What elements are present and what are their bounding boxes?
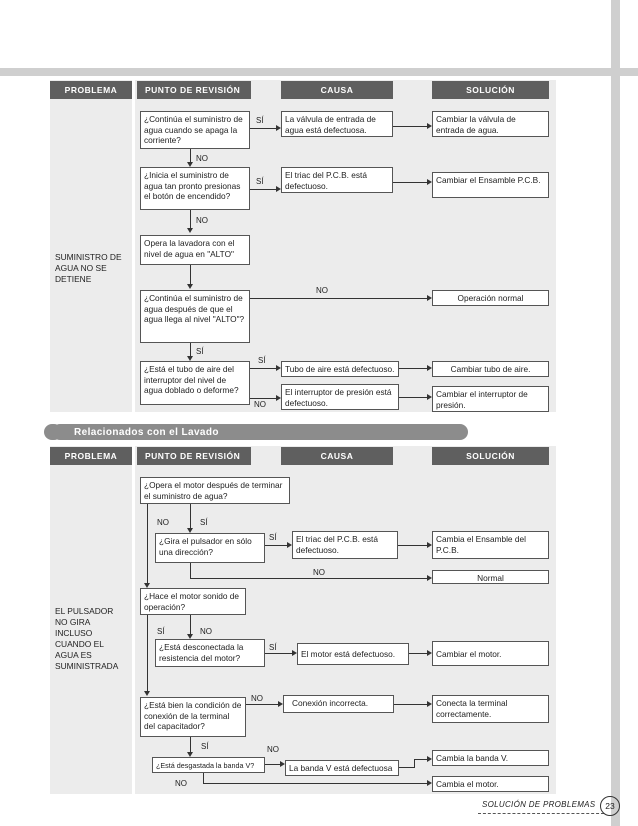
t2-s6-box: Cambia la banda V. bbox=[432, 750, 549, 766]
t1-q4-box: ¿Continúa el suministro de agua después de que el agua llega al nivel "ALTO"? bbox=[140, 290, 250, 343]
t1-yes4-label: SÍ bbox=[196, 347, 204, 356]
t2-q3-no: NO bbox=[200, 627, 212, 636]
top-rule bbox=[0, 68, 638, 76]
t1-c5a-box: Tubo de aire está defectuoso. bbox=[281, 361, 399, 377]
t2-q4-yes: SÍ bbox=[269, 643, 277, 652]
t2-q3-yes-line bbox=[190, 615, 191, 635]
side-rule bbox=[611, 0, 620, 826]
table2-problem-text: EL PULSADOR NO GIRA INCLUSO CUANDO EL AGUA ES SUMINISTRADA bbox=[55, 606, 119, 671]
t1-s5a-box: Cambiar tubo de aire. bbox=[432, 361, 549, 377]
t2-q1-yes-line bbox=[190, 504, 191, 529]
table1-problem-text: SUMINISTRO DE AGUA NO SE DETIENE bbox=[55, 252, 122, 284]
page-number: 23 bbox=[600, 796, 620, 816]
table1-header-causa: CAUSA bbox=[281, 81, 393, 99]
t1-no2-line bbox=[190, 210, 191, 229]
t2-q6-no: NO bbox=[175, 779, 187, 788]
t2-q1-no-line bbox=[147, 504, 148, 584]
t1-c1-line bbox=[393, 126, 427, 127]
t2-s2b-box: Normal bbox=[432, 570, 549, 584]
t2-q6-no-hline bbox=[203, 783, 427, 784]
t1-c2-box: El triac del P.C.B. está defectuoso. bbox=[281, 167, 393, 193]
t1-q2-yes-line bbox=[250, 189, 276, 190]
t1-c2-line bbox=[393, 182, 427, 183]
t2-q2-no-vline bbox=[190, 563, 191, 578]
table2-header-revision: PUNTO DE REVISIÓN bbox=[137, 447, 251, 465]
t2-s5-box: Conecta la terminal correctamente. bbox=[432, 695, 549, 723]
footer-dotted-rule bbox=[478, 813, 604, 814]
t2-q1-box: ¿Opera el motor después de terminar el suministro de agua? bbox=[140, 477, 290, 504]
t1-c5a-line bbox=[399, 368, 427, 369]
t2-q5-yes: SÍ bbox=[201, 742, 209, 751]
t2-q2-yes-line bbox=[265, 545, 287, 546]
t1-q3-line bbox=[190, 265, 191, 285]
t2-c6-line-c bbox=[414, 759, 427, 760]
t1-no2-label: NO bbox=[196, 216, 208, 225]
t2-s7-box: Cambia el motor. bbox=[432, 776, 549, 792]
t2-q6-no-label: NO bbox=[267, 745, 279, 754]
table1-problem-panel bbox=[50, 80, 132, 412]
t2-c2-box: El triac del P.C.B. está defectuoso. bbox=[292, 531, 398, 559]
t1-q1-yes-line bbox=[250, 128, 276, 129]
t1-c5b-box: El interruptor de presión está defectuoso. bbox=[281, 384, 399, 410]
table2-header-causa: CAUSA bbox=[281, 447, 393, 465]
t2-q3-no-line bbox=[147, 615, 148, 692]
t1-q4-no-line bbox=[250, 298, 427, 299]
t2-q2-yes: SÍ bbox=[269, 533, 277, 542]
t2-c6-line-a bbox=[399, 767, 414, 768]
t1-c1-box: La válvula de entrada de agua está defectuosa. bbox=[281, 111, 393, 137]
t1-q5-yes-line bbox=[250, 368, 276, 369]
t1-q5-no-line bbox=[250, 398, 276, 399]
t2-q6-yes-line bbox=[265, 764, 280, 765]
t1-q2-yes: SÍ bbox=[256, 177, 264, 186]
t2-q5-yes-line bbox=[190, 737, 191, 753]
t1-s4-box: Operación normal bbox=[432, 290, 549, 306]
t1-q1-yes: SÍ bbox=[256, 116, 264, 125]
t1-q4-no: NO bbox=[316, 286, 328, 295]
t2-q2-box: ¿Gira el pulsador en sólo una dirección? bbox=[155, 533, 265, 563]
t2-q1-yes: SÍ bbox=[200, 518, 208, 527]
t2-q2-no: NO bbox=[313, 568, 325, 577]
t2-c5-line bbox=[394, 704, 427, 705]
table2-header-problema: PROBLEMA bbox=[50, 447, 132, 465]
t2-q4-yes-line bbox=[265, 653, 292, 654]
t2-q1-no: NO bbox=[157, 518, 169, 527]
t1-no1-line bbox=[190, 149, 191, 163]
t2-c6-box: La banda V está defectuosa bbox=[285, 760, 399, 776]
t1-q1-box: ¿Continúa el suministro de agua cuando se apaga la corriente? bbox=[140, 111, 250, 149]
t1-q5-yes: SÍ bbox=[258, 356, 266, 365]
t2-c5-box: Conexión incorrecta. bbox=[283, 695, 394, 713]
t1-yes4-line bbox=[190, 343, 191, 357]
table1-header-problema: PROBLEMA bbox=[50, 81, 132, 99]
t2-q5-box: ¿Está bien la condición de conexión de la terminal del capacitador? bbox=[140, 697, 246, 737]
table1-header-solucion: SOLUCIÓN bbox=[432, 81, 549, 99]
t2-q2-no-hline bbox=[190, 578, 427, 579]
t2-s4-box: Cambiar el motor. bbox=[432, 641, 549, 666]
table2-header-solucion: SOLUCIÓN bbox=[432, 447, 549, 465]
t2-q3-no-arrow bbox=[144, 691, 150, 696]
t2-c6-line-b bbox=[414, 759, 415, 768]
t2-c2-line bbox=[398, 545, 427, 546]
t1-no1-label: NO bbox=[196, 154, 208, 163]
table1-header-revision: PUNTO DE REVISIÓN bbox=[137, 81, 251, 99]
t1-no2-arrow bbox=[187, 228, 193, 233]
section-title: Relacionados con el Lavado bbox=[52, 424, 468, 440]
t2-q6-box: ¿Está desgastada la banda V? bbox=[152, 757, 265, 773]
t2-c4-box: El motor está defectuoso. bbox=[297, 643, 409, 665]
t1-c5b-line bbox=[399, 397, 427, 398]
t1-q5-box: ¿Está el tubo de aire del interruptor del nivel de agua doblado o deforme? bbox=[140, 361, 250, 405]
t2-q4-box: ¿Está desconectada la resistencia del motor? bbox=[155, 639, 265, 667]
t1-q3-arrow bbox=[187, 284, 193, 289]
t1-q2-box: ¿Inicia el suministro de agua tan pronto presionas el botón de encendido? bbox=[140, 167, 250, 210]
t2-q3-yes: SÍ bbox=[157, 627, 165, 636]
footer-title: SOLUCIÓN DE PROBLEMAS bbox=[482, 800, 596, 809]
t2-q5-no-line bbox=[246, 704, 278, 705]
t2-q5-no: NO bbox=[251, 694, 263, 703]
t2-q6-no-vline bbox=[203, 773, 204, 783]
t2-c4-line bbox=[409, 653, 427, 654]
t1-s2-box: Cambiar el Ensamble P.C.B. bbox=[432, 172, 549, 198]
t2-q3-box: ¿Hace el motor sonido de operación? bbox=[140, 588, 246, 615]
t1-s5b-box: Cambiar el interruptor de presión. bbox=[432, 386, 549, 412]
t1-q3-box: Opera la lavadora con el nivel de agua en "ALTO" bbox=[140, 235, 250, 265]
t1-s1-box: Cambiar la válvula de entrada de agua. bbox=[432, 111, 549, 137]
t2-s2-box: Cambia el Ensamble del P.C.B. bbox=[432, 531, 549, 559]
t1-q5-no: NO bbox=[254, 400, 266, 409]
